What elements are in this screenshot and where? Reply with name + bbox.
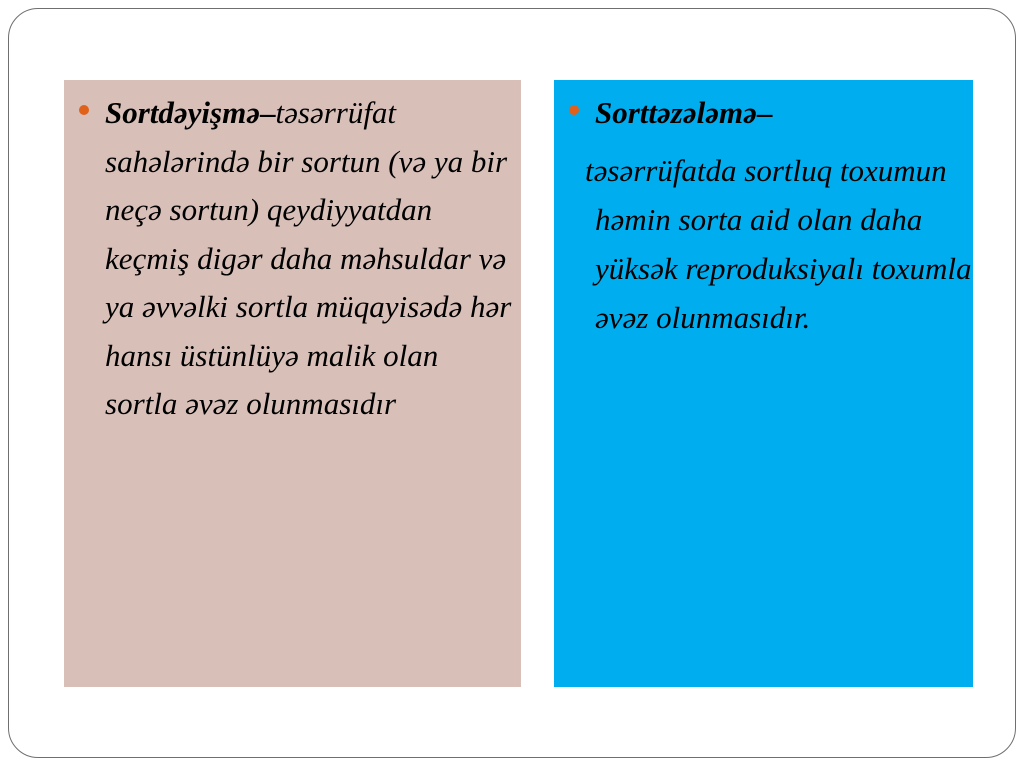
right-card-heading bbox=[595, 89, 965, 138]
left-card-dash: – bbox=[260, 95, 276, 130]
right-card-dash: – bbox=[756, 95, 773, 130]
right-card-term: Sorttəzələmə bbox=[595, 95, 757, 130]
bullet-dot-icon bbox=[569, 105, 579, 115]
left-definition-card bbox=[64, 80, 521, 687]
bullet-dot-icon bbox=[79, 105, 89, 115]
right-card-definition: təsərrüfatda sortluq toxumun həmin sorta aid olan daha yüksək reproduksiyalı toxumla əvəz olunmasıdır. bbox=[585, 153, 972, 335]
left-card-text bbox=[105, 89, 515, 429]
left-card-term: Sortdəyişmə bbox=[105, 95, 260, 130]
right-definition-card bbox=[554, 80, 973, 687]
left-card-definition: təsərrüfat sahələrində bir sortun (və ya bir neçə sortun) qeydiyyatdan keçmiş digər daha məhsuldar və ya əvvəlki sortla müqayisədə hər hansı üstünlüyə malik olan sortla əvəz olunmasıdır bbox=[105, 95, 512, 421]
